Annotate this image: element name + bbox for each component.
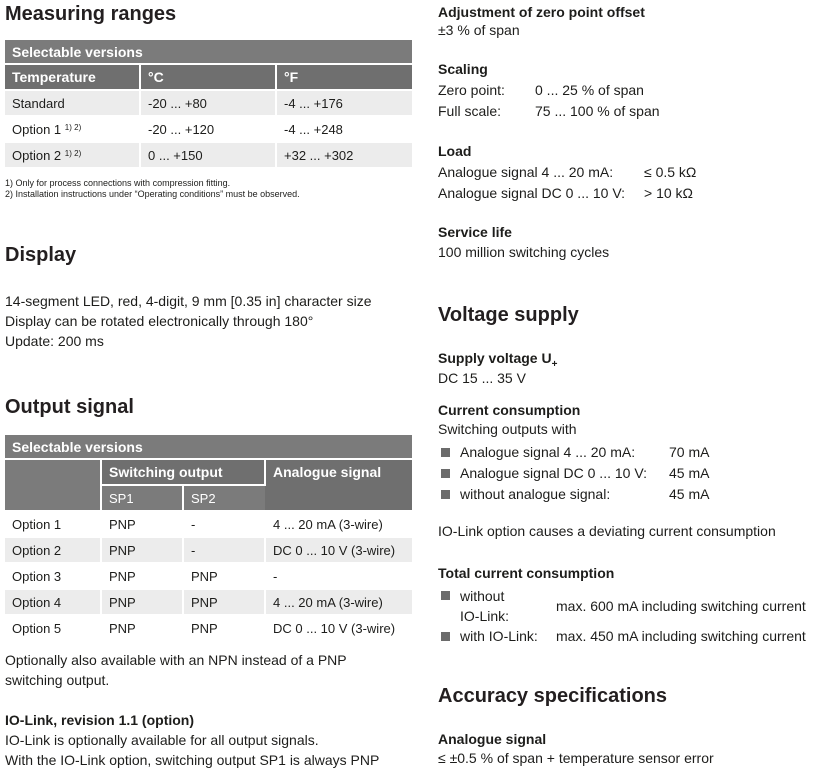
cell-celsius: -20 ... +80 bbox=[140, 90, 276, 116]
row-label: Option 1 $^{1) 2)}$ bbox=[5, 116, 140, 142]
analogue-signal-header: Analogue signal bbox=[265, 459, 412, 511]
list-item: without IO-Link: max. 600 mA including switching current bbox=[438, 585, 806, 626]
sp1-header: SP1 bbox=[101, 485, 183, 511]
cell-fahrenheit: +32 ... +302 bbox=[276, 142, 412, 168]
table-row bbox=[5, 142, 412, 168]
zero-offset-text: ±3 % of span bbox=[438, 22, 520, 38]
table-header-row bbox=[5, 459, 412, 485]
bullet-square-icon bbox=[441, 591, 450, 600]
analogue-signal-heading: Analogue signal bbox=[438, 731, 547, 747]
load-heading: Load bbox=[438, 143, 472, 159]
table-band-label: Selectable versions bbox=[5, 40, 412, 64]
table-band-row bbox=[5, 435, 412, 459]
current-consumption-intro: Switching outputs with bbox=[438, 421, 577, 437]
measuring-ranges-table bbox=[5, 40, 412, 169]
cell-celsius: 0 ... +150 bbox=[140, 142, 276, 168]
table-header-row bbox=[5, 64, 412, 90]
service-life-text: 100 million switching cycles bbox=[438, 244, 610, 260]
voltage-supply-heading: Voltage supply bbox=[438, 304, 579, 326]
row-label: Standard bbox=[5, 90, 140, 116]
footnote-2: 2) Installation instructions under “Operating conditions” must be observed. bbox=[5, 189, 300, 199]
output-signal-heading: Output signal bbox=[5, 396, 134, 418]
table-row bbox=[5, 90, 412, 116]
list-item: with IO-Link: max. 450 mA including switching current bbox=[438, 626, 806, 647]
column-header: Temperature bbox=[5, 64, 140, 90]
scaling-values: Zero point: 0 ... 25 % of span Full scale: 75 ... 100 % of span bbox=[438, 82, 660, 119]
sp2-header: SP2 bbox=[183, 485, 265, 511]
measuring-ranges-heading: Measuring ranges bbox=[5, 3, 177, 25]
list-item: without analogue signal: 45 mA bbox=[438, 484, 709, 505]
table-band-row bbox=[5, 40, 412, 64]
service-life-heading: Service life bbox=[438, 224, 512, 240]
table-row: Option 1 PNP - 4 ... 20 mA (3-wire) bbox=[5, 511, 412, 537]
total-current-list bbox=[438, 585, 806, 647]
load-values: Analogue signal 4 ... 20 mA: ≤ 0.5 kΩ Analogue signal DC 0 ... 10 V: > 10 kΩ bbox=[438, 164, 697, 201]
iolink-current-note: IO-Link option causes a deviating current consumption bbox=[438, 523, 776, 539]
table-row: Option 3 PNP PNP - bbox=[5, 563, 412, 589]
accuracy-heading: Accuracy specifications bbox=[438, 685, 667, 707]
footnote-1: 1) Only for process connections with compression fitting. bbox=[5, 178, 231, 188]
output-signal-table bbox=[5, 435, 412, 642]
table-row: Option 2 PNP - DC 0 ... 10 V (3-wire) bbox=[5, 537, 412, 563]
npn-note: Optionally also available with an NPN instead of a PNP switching output. bbox=[5, 652, 347, 688]
current-consumption-list bbox=[438, 442, 709, 505]
zero-offset-heading: Adjustment of zero point offset bbox=[438, 4, 645, 20]
cell-fahrenheit: -4 ... +248 bbox=[276, 116, 412, 142]
total-current-heading: Total current consumption bbox=[438, 565, 615, 581]
table-row: Option 4 PNP PNP 4 ... 20 mA (3-wire) bbox=[5, 589, 412, 615]
supply-voltage-text: DC 15 ... 35 V bbox=[438, 370, 526, 386]
table-row: Option 5 PNP PNP DC 0 ... 10 V (3-wire) bbox=[5, 615, 412, 641]
column-header: °C bbox=[140, 64, 276, 90]
bullet-square-icon bbox=[441, 632, 450, 641]
empty-header-cell bbox=[5, 459, 101, 511]
table-row bbox=[5, 116, 412, 142]
current-consumption-heading: Current consumption bbox=[438, 402, 581, 418]
switching-output-header: Switching output bbox=[101, 459, 265, 485]
list-item: Analogue signal DC 0 ... 10 V: 45 mA bbox=[438, 463, 709, 484]
cell-celsius: -20 ... +120 bbox=[140, 116, 276, 142]
footnote-ref: 1) 2) bbox=[64, 148, 82, 158]
measuring-footnotes bbox=[5, 178, 300, 200]
display-heading: Display bbox=[5, 244, 77, 266]
iolink-text: IO-Link is optionally available for all output signals. With the IO-Link option, switching output SP1 is always PNP bbox=[5, 732, 380, 768]
scaling-heading: Scaling bbox=[438, 61, 488, 77]
supply-voltage-heading: Supply voltage $U_+$ bbox=[438, 350, 558, 370]
row-label: Option 2 $^{1) 2)}$ bbox=[5, 142, 140, 168]
footnote-ref: 1) 2) bbox=[64, 122, 82, 132]
analogue-signal-text: ≤ ±0.5 % of span + temperature sensor error bbox=[438, 750, 714, 766]
bullet-square-icon bbox=[441, 448, 450, 457]
cell-fahrenheit: -4 ... +176 bbox=[276, 90, 412, 116]
iolink-heading: IO-Link, revision 1.1 (option) bbox=[5, 712, 195, 728]
list-item: Analogue signal 4 ... 20 mA: 70 mA bbox=[438, 442, 709, 463]
table-band-label: Selectable versions bbox=[5, 435, 412, 459]
column-header: °F bbox=[276, 64, 412, 90]
display-text: 14-segment LED, red, 4-digit, 9 mm [0.35 in] character size Display can be rotated electronically through 180° Update: 200 ms bbox=[5, 293, 372, 349]
bullet-square-icon bbox=[441, 490, 450, 499]
bullet-square-icon bbox=[441, 469, 450, 478]
